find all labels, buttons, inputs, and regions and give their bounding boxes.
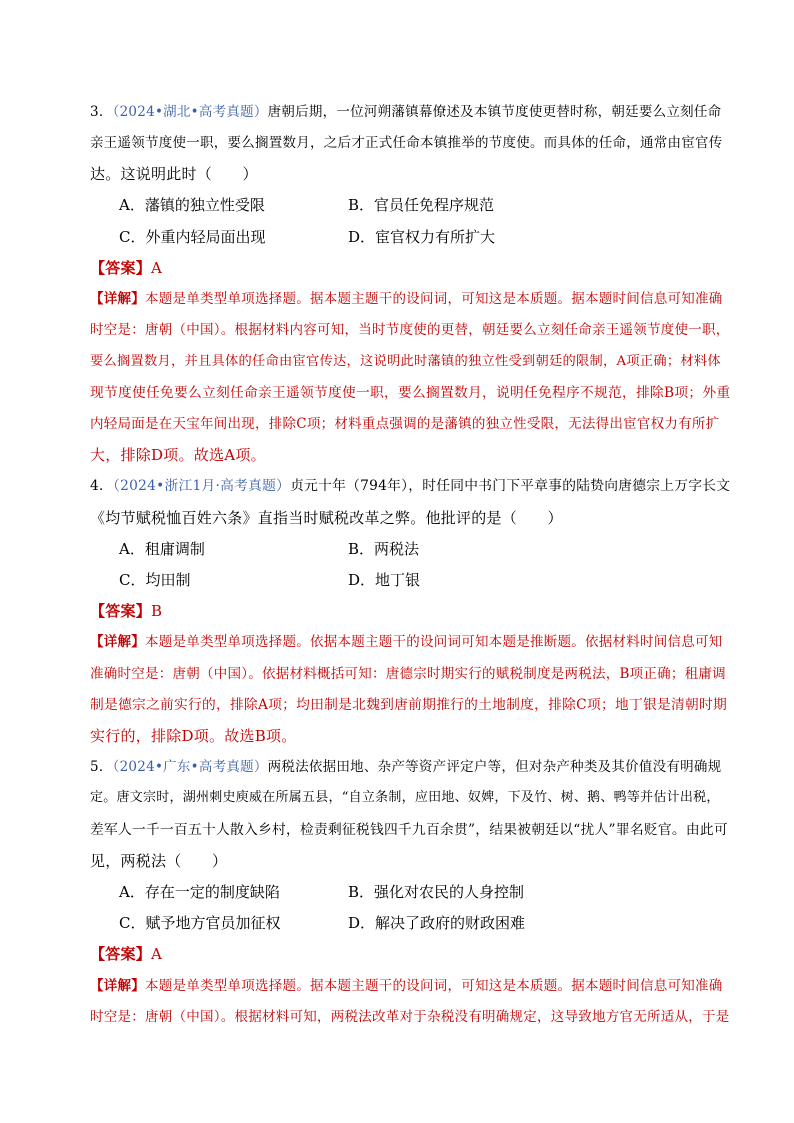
question-source-tag: （2024•广东•高考真题） (112, 759, 268, 775)
detail-label: 【详解】 (90, 291, 145, 307)
answer-value: A (151, 259, 163, 277)
question-source-tag: （2024•湖北•高考真题） (112, 104, 268, 120)
answer-line (90, 258, 730, 278)
question-source-tag: （2024•浙江1月·高考真题） (113, 478, 291, 494)
detail-line: 大，排除D项。故选A项。 (90, 446, 266, 464)
answer-value: B (151, 602, 163, 620)
answer-line (90, 944, 730, 964)
option-c: C．赋予地方官员加征权 (119, 914, 281, 932)
question-3-stem-line: 达。这说明此时（ ） (90, 165, 258, 183)
option-a: A．藩镇的独立性受限 (119, 196, 265, 214)
question-4-stem: 4．（2024•浙江1月·高考真题）贞元十年（794年），时任同中书门下平章事的陆贽向唐德宗上万字长文 (90, 478, 731, 494)
question-5-stem: 5．（2024•广东•高考真题）两税法依据田地、杂产等资产评定户等，但对杂产种类及其价值没有明确规 (90, 759, 722, 775)
answer-label: 【答案】 (90, 259, 152, 277)
detail-line: 【详解】本题是单类型单项选择题。依据本题主题干的设问词可知本题是推断题。依据材料时间信息可知 (90, 634, 723, 650)
answer-label: 【答案】 (90, 602, 152, 620)
option-d: D．解决了政府的财政困难 (348, 914, 526, 932)
answer-value: A (151, 945, 163, 963)
detail-line: 【详解】本题是单类型单项选择题。据本题主题干的设问词，可知这是本质题。据本题时间信息可知准确 (90, 978, 723, 994)
option-b: B．官员任免程序规范 (348, 196, 495, 214)
detail-label: 【详解】 (90, 634, 145, 650)
detail-line: 制是德宗之前实行的，排除A项；均田制是北魏到唐前期推行的土地制度，排除C项；地丁银是清朝时期 (90, 697, 727, 713)
detail-label: 【详解】 (90, 978, 145, 994)
option-d: D．地丁银 (348, 571, 421, 589)
option-a: A．租庸调制 (119, 540, 205, 558)
answer-line (90, 601, 730, 621)
question-5-stem-line: 差军人一千一百五十人散入乡村，检责剩征税钱四千九百余贯”，结果被朝廷以“扰人”罪名贬官。由此可 (90, 822, 728, 838)
detail-line: 【详解】本题是单类型单项选择题。据本题主题干的设问词，可知这是本质题。据本题时间信息可知准确 (90, 291, 723, 307)
option-c: C．均田制 (119, 571, 191, 589)
detail-line: 准确时空是：唐朝（中国）。依据材料概括可知：唐德宗时期实行的赋税制度是两税法，B项正确；租庸调 (90, 666, 726, 682)
detail-line: 时空是：唐朝（中国）。根据材料内容可知，当时节度使的更替，朝廷要么立刻任命亲王遥领节度使一职， (90, 322, 730, 338)
option-b: B．强化对农民的人身控制 (348, 883, 525, 901)
option-a: A．存在一定的制度缺陷 (119, 883, 280, 901)
detail-line: 要么搁置数月，并且具体的任命由宦官传达，这说明此时藩镇的独立性受到朝廷的限制，A项正确；材料体 (90, 354, 721, 369)
question-5-stem-line: 定。唐文宗时，湖州刺史庾威在所属五县，“自立条制，应田地、奴婢，下及竹、树、鹅、鸭等并估计出税， (90, 790, 720, 805)
detail-line: 实行的，排除D项。故选B项。 (90, 727, 297, 745)
question-3-stem: 3．（2024•湖北•高考真题）唐朝后期，一位河朔藩镇幕僚述及本镇节度使更替时称，朝廷要么立刻任命 (90, 104, 722, 120)
question-5-stem-line: 见，两税法（ ） (90, 852, 228, 870)
option-c: C．外重内轻局面出现 (119, 228, 266, 246)
option-d: D．宦官权力有所扩大 (348, 228, 496, 246)
option-b: B．两税法 (348, 540, 420, 558)
detail-line: 现节度使任免要么立刻任命亲王遥领节度使一职，要么搁置数月，说明任免程序不规范，排除B项；外重 (90, 385, 731, 401)
question-4-stem-line: 《均节赋税恤百姓六条》直指当时赋税改革之弊。他批评的是（ ） (90, 509, 563, 527)
answer-label: 【答案】 (90, 945, 152, 963)
detail-line: 内轻局面是在天宝年间出现，排除C项；材料重点强调的是藩镇的独立性受限，无法得出宦官权力有所扩 (90, 416, 720, 432)
question-3-stem-line: 亲王遥领节度使一职，要么搁置数月，之后才正式任命本镇推举的节度使。而具体的任命，通常由宦官传 (90, 135, 723, 151)
detail-line: 时空是：唐朝（中国）。根据材料可知，两税法改革对于杂税没有明确规定，这导致地方官无所适从，于是 (90, 1009, 730, 1025)
